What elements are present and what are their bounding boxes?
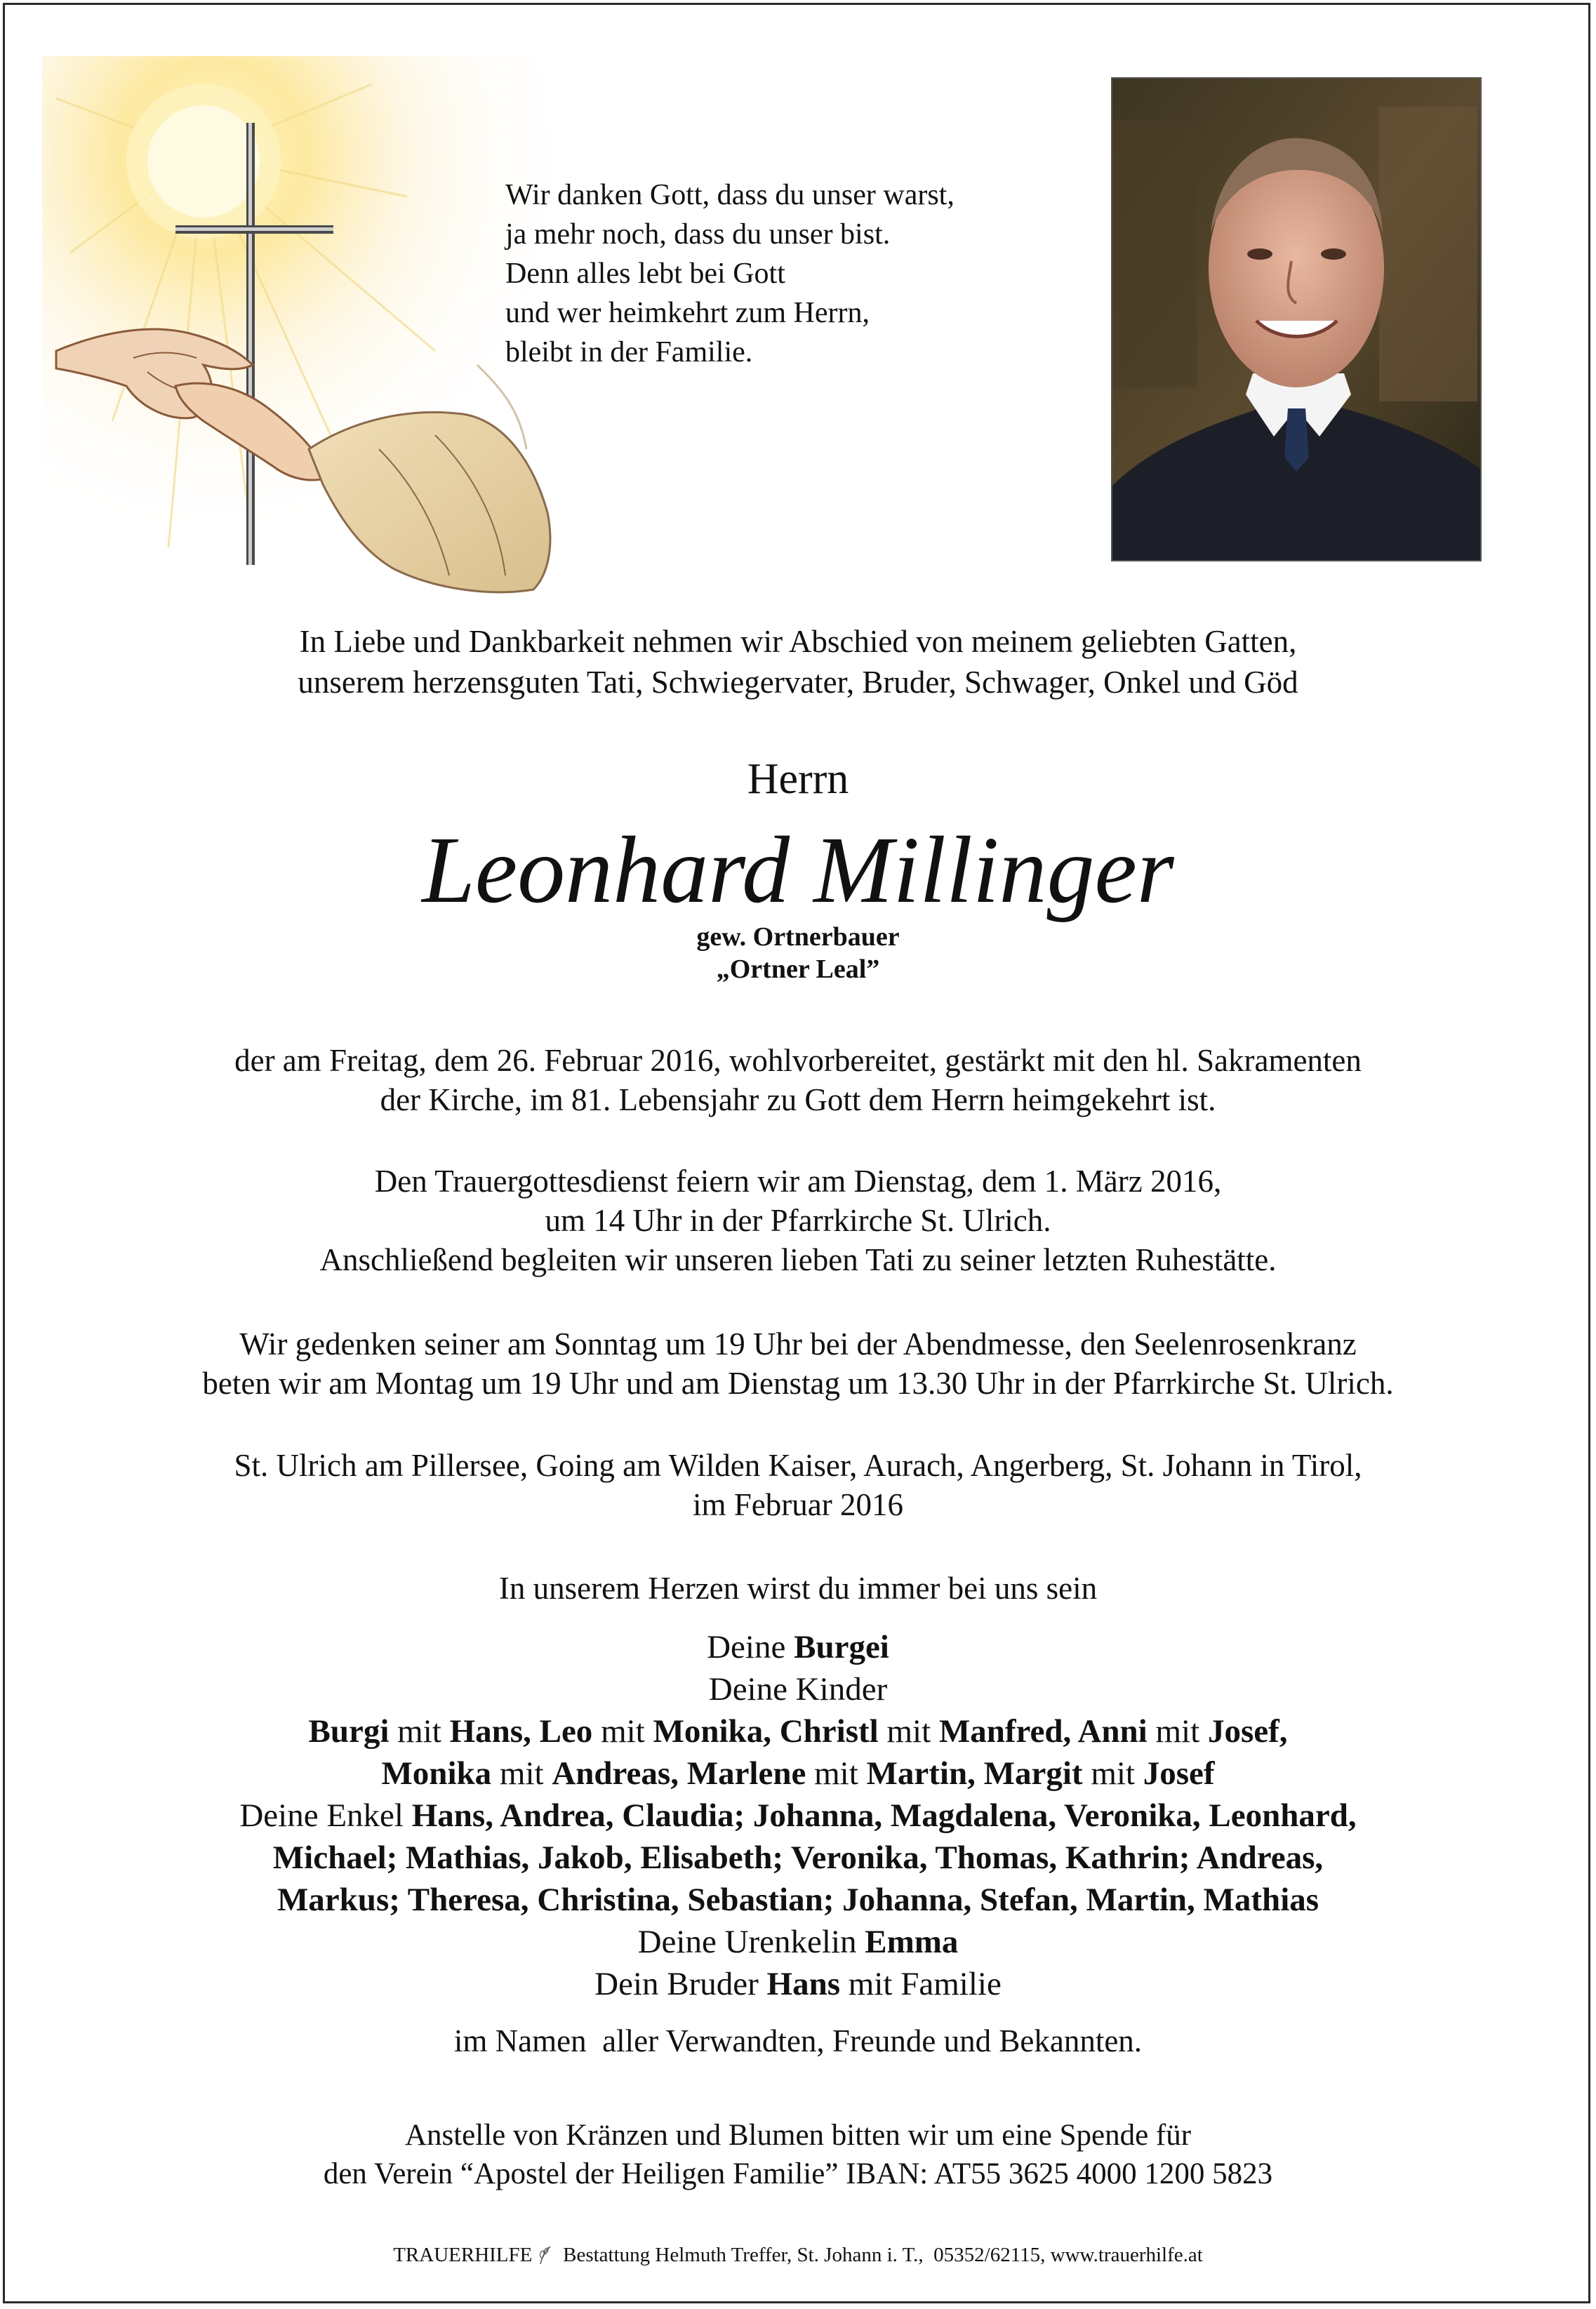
family-connector: mit [1082, 1755, 1143, 1792]
family-connector: mit [806, 1755, 867, 1792]
family-connector: mit [491, 1755, 552, 1792]
family-list [0, 1626, 1596, 2005]
deceased-name: Leonhard Millinger [422, 818, 1174, 923]
death-notice [0, 1041, 1596, 1119]
funeral-line: Den Trauergottesdienst feiern wir am Dienstag, dem 1. März 2016, [374, 1164, 1222, 1199]
footer-brand: TRAUERHILFE [393, 2244, 533, 2266]
place-date-line: St. Ulrich am Pillersee, Going am Wilden Kaiser, Aurach, Angerberg, St. Johann in Tirol, [234, 1448, 1362, 1483]
verse-line: Wir danken Gott, dass du unser warst, [505, 179, 955, 211]
wife-prefix: Deine [707, 1629, 794, 1665]
family-connector: mit [878, 1713, 939, 1750]
grandchildren-names: Markus; Theresa, Christina, Sebastian; Johanna, Stefan, Martin, Mathias [277, 1882, 1319, 1918]
great-grandchild-name: Emma [865, 1924, 959, 1960]
place-date-line: im Februar 2016 [693, 1487, 903, 1522]
donation-line: Anstelle von Kränzen und Blumen bitten wir um eine Spende für [404, 2119, 1192, 2152]
salutation: Herrn [747, 755, 849, 803]
verse-line: ja mehr noch, dass du unser bist. [505, 218, 891, 251]
grandchildren-line [0, 1879, 1596, 1921]
family-name: Burgi [308, 1713, 390, 1750]
grandchildren-names: Hans, Andrea, Claudia; Johanna, Magdalena, Veronika, Leonhard, [411, 1797, 1357, 1834]
footer-text: Bestattung Helmuth Treffer, St. Johann i. T., 05352/62115, www.trauerhilfe.at [557, 2244, 1203, 2266]
great-grandchild-line [0, 1921, 1596, 1963]
leaf-logo-icon [538, 2244, 553, 2265]
great-grandchild-prefix: Deine Urenkelin [637, 1924, 865, 1960]
verse-block [505, 175, 955, 372]
wife-line [0, 1626, 1596, 1668]
family-name: Monika [381, 1755, 492, 1792]
intro-line: unserem herzensguten Tati, Schwiegervater, Bruder, Schwager, Onkel und Göd [298, 665, 1298, 700]
donation-line: den Verein “Apostel der Heiligen Familie” IBAN: AT55 3625 4000 1200 5823 [323, 2157, 1273, 2190]
death-notice-line: der Kirche, im 81. Lebensjahr zu Gott dem Herrn heimgekehrt ist. [380, 1082, 1216, 1117]
family-name: Hans, Leo [449, 1713, 593, 1750]
family-name: Manfred, Anni [938, 1713, 1148, 1750]
verse-line: und wer heimkehrt zum Herrn, [505, 297, 870, 329]
wife-name: Burgei [794, 1629, 889, 1665]
remembrance-line: Wir gedenken seiner am Sonntag um 19 Uhr bei der Abendmesse, den Seelenrosenkranz [239, 1326, 1357, 1362]
family-name: Andreas, Marlene [552, 1755, 806, 1792]
grandchildren-line [0, 1837, 1596, 1879]
verse-line: Denn alles lebt bei Gott [505, 258, 785, 290]
brother-line [0, 1963, 1596, 2005]
brother-name: Hans [766, 1966, 841, 2002]
grandchildren-names: Michael; Mathias, Jakob, Elisabeth; Veronika, Thomas, Kathrin; Andreas, [272, 1839, 1324, 1876]
portrait-image [1112, 79, 1482, 561]
grandchildren-line [0, 1795, 1596, 1837]
footer [0, 2242, 1596, 2268]
family-connector: mit [592, 1713, 653, 1750]
remembrance-info [0, 1324, 1596, 1403]
funeral-info [0, 1162, 1596, 1279]
family-name: Josef [1143, 1755, 1215, 1792]
family-connector: mit [1147, 1713, 1208, 1750]
children-line [0, 1710, 1596, 1752]
children-label: Deine Kinder [708, 1671, 888, 1708]
funeral-line: Anschließend begleiten wir unseren lieben Tati zu seiner letzten Ruhestätte. [319, 1242, 1277, 1277]
remembrance-line: beten wir am Montag um 19 Uhr und am Dienstag um 13.30 Uhr in der Pfarrkirche St. Ulrich. [202, 1366, 1394, 1401]
intro-line: In Liebe und Dankbarkeit nehmen wir Abschied von meinem geliebten Gatten, [299, 624, 1297, 659]
funeral-line: um 14 Uhr in der Pfarrkirche St. Ulrich. [545, 1203, 1051, 1238]
nickname: „Ortner Leal” [716, 954, 880, 984]
heart-line: In unserem Herzen wirst du immer bei uns sein [498, 1571, 1098, 1606]
place-date [0, 1446, 1596, 1524]
occupation: gew. Ortnerbauer [696, 922, 900, 952]
deceased-details [0, 921, 1596, 985]
portrait-photo [1111, 77, 1482, 561]
on-behalf-line: im Namen aller Verwandten, Freunde und Bekannten. [453, 2023, 1143, 2058]
children-line [0, 1752, 1596, 1795]
brother-suffix: mit Familie [840, 1966, 1002, 2002]
family-name: Monika, Christl [653, 1713, 879, 1750]
family-name: Martin, Margit [866, 1755, 1083, 1792]
cross-hands-illustration [42, 56, 576, 618]
family-name: Josef, [1207, 1713, 1288, 1750]
brother-prefix: Dein Bruder [594, 1966, 767, 2002]
family-connector: mit [389, 1713, 450, 1750]
intro-text [0, 621, 1596, 703]
verse-line: bleibt in der Familie. [505, 336, 753, 368]
grandchildren-prefix: Deine Enkel [239, 1797, 412, 1834]
donation-request [0, 2116, 1596, 2193]
death-notice-line: der am Freitag, dem 26. Februar 2016, wohlvorbereitet, gestärkt mit den hl. Sakramenten [234, 1043, 1362, 1078]
